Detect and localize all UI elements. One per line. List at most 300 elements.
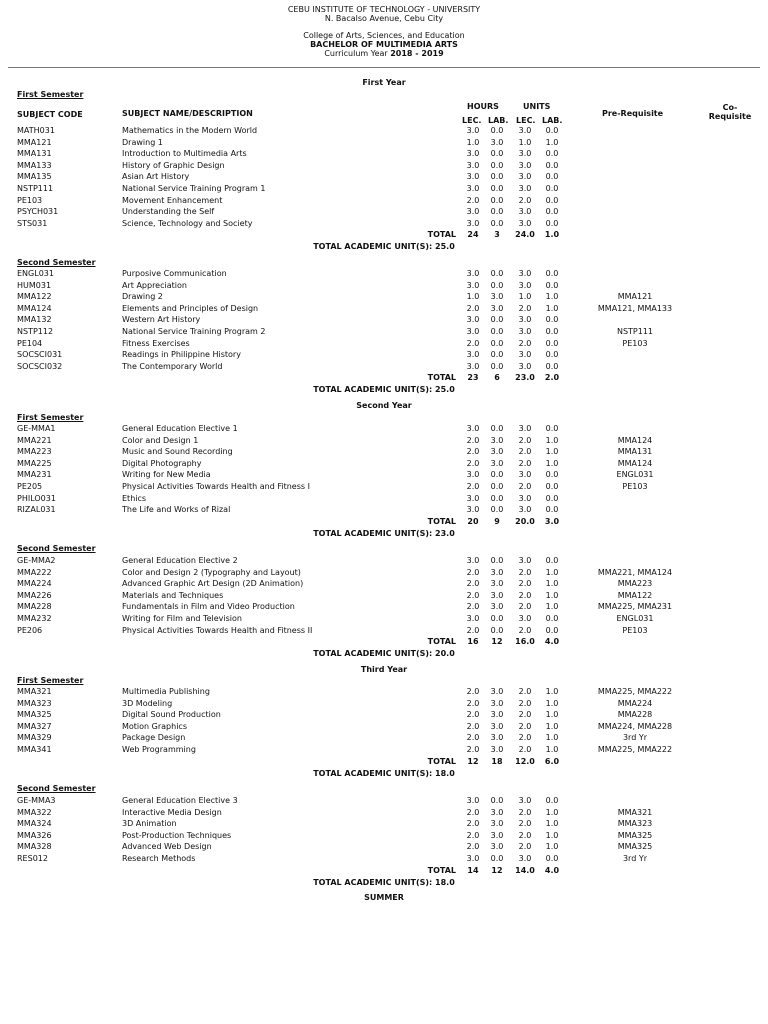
lec-units: 2.0: [518, 745, 532, 754]
lec-units: 3.0: [518, 796, 532, 805]
lec-hours: 2.0: [466, 687, 480, 696]
lec-units: 1.0: [518, 138, 532, 147]
lab-hours: 3.0: [490, 842, 504, 851]
lab-units: 1.0: [545, 745, 559, 754]
lec-units: 2.0: [518, 819, 532, 828]
lab-units: 1.0: [545, 579, 559, 588]
lab-units: 0.0: [545, 482, 559, 491]
curriculum-year-prefix: Curriculum Year: [324, 49, 391, 58]
lab-hours: 3.0: [490, 831, 504, 840]
lab-units: 1.0: [545, 808, 559, 817]
lab-hours: 0.0: [490, 126, 504, 135]
lec-units: 3.0: [518, 184, 532, 193]
total-lab-hours: 9: [494, 517, 500, 526]
lec-units: 2.0: [518, 842, 532, 851]
subject-name: Purposive Communication: [122, 269, 227, 278]
prerequisite: MMA223: [617, 579, 653, 588]
subject-code: PHILO031: [17, 494, 56, 503]
lab-hours: 0.0: [490, 350, 504, 359]
subject-code: MMA228: [17, 602, 52, 611]
lab-units: 1.0: [545, 447, 559, 456]
subject-code: MMA325: [17, 710, 52, 719]
lab-units: 0.0: [545, 494, 559, 503]
prerequisite: PE103: [622, 626, 648, 635]
lab-hours: 0.0: [490, 172, 504, 181]
subject-code: MMA224: [17, 579, 52, 588]
semester-heading: Second Semester: [17, 258, 96, 267]
lab-units: 1.0: [545, 733, 559, 742]
prerequisite: MMA225, MMA222: [597, 745, 673, 754]
lab-hours: 3.0: [490, 602, 504, 611]
lec-units: 3.0: [518, 854, 532, 863]
subject-name: Ethics: [122, 494, 147, 503]
lab-hours: 0.0: [490, 556, 504, 565]
lec-units: 3.0: [518, 161, 532, 170]
total-label: TOTAL: [427, 517, 456, 526]
lab-units: 0.0: [545, 362, 559, 371]
subject-name: Advanced Web Design: [122, 842, 212, 851]
curriculum-year: [0, 50, 768, 58]
lec-hours: 3.0: [466, 219, 480, 228]
lab-units: 1.0: [545, 591, 559, 600]
table-row: [0, 842, 768, 852]
subject-name: Readings in Philippine History: [122, 350, 241, 359]
subject-name: Interactive Media Design: [122, 808, 222, 817]
subject-code: GE-MMA1: [17, 424, 56, 433]
total-academic-units: TOTAL ACADEMIC UNIT(S): 25.0: [313, 242, 455, 251]
lec-units: 2.0: [518, 710, 532, 719]
table-row: [0, 436, 768, 446]
lec-hours: 3.0: [466, 796, 480, 805]
table-row: [0, 304, 768, 314]
lab-hours: 0.0: [490, 315, 504, 324]
lec-units: 2.0: [518, 808, 532, 817]
prerequisite: MMA122: [617, 591, 653, 600]
lab-units: 0.0: [545, 327, 559, 336]
table-row: [0, 424, 768, 434]
total-lab-hours: 12: [491, 866, 503, 875]
subject-code: PSYCH031: [17, 207, 59, 216]
col-corequisite-line1: Co-: [722, 103, 738, 112]
subject-code: MMA222: [17, 568, 52, 577]
subject-code: PE103: [17, 196, 43, 205]
total-lab-units: 3.0: [544, 517, 560, 526]
subject-name: Post-Production Techniques: [122, 831, 232, 840]
table-row: [0, 710, 768, 720]
col-corequisite-line2: Requisite: [708, 112, 752, 121]
total-label: TOTAL: [427, 373, 456, 382]
lec-hours: 3.0: [466, 269, 480, 278]
col-lec-hours: LEC.: [462, 116, 482, 125]
lab-units: 1.0: [545, 699, 559, 708]
subject-name: Music and Sound Recording: [122, 447, 233, 456]
lec-units: 2.0: [518, 196, 532, 205]
lec-hours: 3.0: [466, 494, 480, 503]
subject-code: NSTP112: [17, 327, 54, 336]
total-row: [0, 757, 768, 767]
prerequisite: MMA121, MMA133: [597, 304, 673, 313]
lec-hours: 2.0: [466, 447, 480, 456]
total-row: [0, 517, 768, 527]
table-row: [0, 161, 768, 171]
lab-units: 1.0: [545, 831, 559, 840]
lec-hours: 2.0: [466, 710, 480, 719]
lab-units: 1.0: [545, 436, 559, 445]
lec-hours: 2.0: [466, 304, 480, 313]
lab-hours: 0.0: [490, 161, 504, 170]
total-lab-units: 1.0: [544, 230, 560, 239]
subject-name: Multimedia Publishing: [122, 687, 210, 696]
lec-units: 2.0: [518, 339, 532, 348]
header-divider: [8, 67, 760, 68]
lab-hours: 3.0: [490, 436, 504, 445]
total-row: [0, 373, 768, 383]
total-lec-hours: 14: [467, 866, 479, 875]
lab-hours: 0.0: [490, 505, 504, 514]
col-lec-units: LEC.: [516, 116, 536, 125]
lab-hours: 0.0: [490, 626, 504, 635]
total-academic-units: TOTAL ACADEMIC UNIT(S): 18.0: [313, 769, 455, 778]
lab-hours: 0.0: [490, 796, 504, 805]
table-row: [0, 149, 768, 159]
lab-hours: 0.0: [490, 339, 504, 348]
year-heading: Third Year: [360, 665, 408, 674]
subject-name: 3D Animation: [122, 819, 177, 828]
table-row: [0, 733, 768, 743]
lec-units: 2.0: [518, 579, 532, 588]
subject-name: Writing for Film and Television: [122, 614, 242, 623]
table-row: [0, 339, 768, 349]
lab-units: 0.0: [545, 126, 559, 135]
table-row: [0, 269, 768, 279]
subject-name: Web Programming: [122, 745, 196, 754]
lab-hours: 3.0: [490, 722, 504, 731]
table-row: [0, 722, 768, 732]
lec-units: 2.0: [518, 687, 532, 696]
subject-name: Digital Photography: [122, 459, 202, 468]
total-lec-units: 23.0: [515, 373, 535, 382]
subject-code: MMA133: [17, 161, 52, 170]
subject-name: Mathematics in the Modern World: [122, 126, 258, 135]
total-lab-units: 4.0: [544, 866, 560, 875]
total-academic-units: TOTAL ACADEMIC UNIT(S): 20.0: [313, 649, 455, 658]
lab-units: 0.0: [545, 424, 559, 433]
year-heading: First Year: [362, 78, 406, 87]
table-row: [0, 281, 768, 291]
lec-units: 3.0: [518, 327, 532, 336]
total-label: TOTAL: [427, 230, 456, 239]
total-label: TOTAL: [427, 637, 456, 646]
lec-hours: 3.0: [466, 327, 480, 336]
prerequisite: MMA124: [617, 459, 653, 468]
subject-name: Art Appreciation: [122, 281, 187, 290]
subject-code: MMA121: [17, 138, 52, 147]
col-subject-code: SUBJECT CODE: [17, 110, 83, 119]
lec-hours: 2.0: [466, 831, 480, 840]
lec-hours: 2.0: [466, 808, 480, 817]
lec-hours: 3.0: [466, 614, 480, 623]
lec-hours: 3.0: [466, 184, 480, 193]
total-label: TOTAL: [427, 757, 456, 766]
lab-units: 1.0: [545, 459, 559, 468]
subject-code: MMA131: [17, 149, 52, 158]
lec-hours: 3.0: [466, 505, 480, 514]
total-lec-hours: 24: [467, 230, 479, 239]
lab-hours: 3.0: [490, 292, 504, 301]
lec-units: 3.0: [518, 219, 532, 228]
subject-name: Physical Activities Towards Health and Fitness I: [122, 482, 310, 491]
institution-address: N. Bacalso Avenue, Cebu City: [324, 14, 444, 23]
total-lec-hours: 23: [467, 373, 479, 382]
subject-code: GE-MMA3: [17, 796, 56, 805]
subject-name: National Service Training Program 1: [122, 184, 266, 193]
lab-hours: 0.0: [490, 196, 504, 205]
prerequisite: MMA221, MMA124: [597, 568, 673, 577]
table-row: [0, 614, 768, 624]
lab-hours: 3.0: [490, 710, 504, 719]
lab-units: 0.0: [545, 149, 559, 158]
total-lec-units: 14.0: [515, 866, 535, 875]
lab-units: 0.0: [545, 614, 559, 623]
subject-name: Drawing 1: [122, 138, 163, 147]
total-lab-hours: 18: [491, 757, 503, 766]
lec-hours: 2.0: [466, 842, 480, 851]
subject-code: SOCSCI031: [17, 350, 63, 359]
subject-code: MMA124: [17, 304, 52, 313]
subject-name: Writing for New Media: [122, 470, 211, 479]
lab-hours: 0.0: [490, 219, 504, 228]
table-row: [0, 315, 768, 325]
subject-code: HUM031: [17, 281, 52, 290]
subject-name: Color and Design 2 (Typography and Layout): [122, 568, 301, 577]
total-row: [0, 230, 768, 240]
subject-name: Package Design: [122, 733, 186, 742]
lab-hours: 3.0: [490, 819, 504, 828]
lec-units: 3.0: [518, 126, 532, 135]
lec-units: 3.0: [518, 269, 532, 278]
prerequisite: MMA225, MMA231: [597, 602, 673, 611]
subject-code: ENGL031: [17, 269, 54, 278]
lab-hours: 0.0: [490, 482, 504, 491]
lab-hours: 0.0: [490, 149, 504, 158]
subject-code: MMA226: [17, 591, 52, 600]
lec-units: 2.0: [518, 459, 532, 468]
subject-code: MMA327: [17, 722, 52, 731]
lec-hours: 3.0: [466, 556, 480, 565]
total-lec-units: 20.0: [515, 517, 535, 526]
subject-name: National Service Training Program 2: [122, 327, 266, 336]
lec-hours: 2.0: [466, 819, 480, 828]
total-lab-units: 2.0: [544, 373, 560, 382]
subject-name: Advanced Graphic Art Design (2D Animation): [122, 579, 304, 588]
prerequisite: ENGL031: [616, 614, 654, 623]
table-row: [0, 482, 768, 492]
lab-hours: 0.0: [490, 494, 504, 503]
subject-name: Fitness Exercises: [122, 339, 190, 348]
total-academic-units: TOTAL ACADEMIC UNIT(S): 23.0: [313, 529, 455, 538]
subject-name: Digital Sound Production: [122, 710, 221, 719]
total-lab-hours: 3: [494, 230, 500, 239]
lec-units: 3.0: [518, 470, 532, 479]
subject-code: MMA329: [17, 733, 52, 742]
lec-units: 2.0: [518, 699, 532, 708]
subject-code: MMA341: [17, 745, 52, 754]
lec-hours: 2.0: [466, 699, 480, 708]
subject-code: MMA326: [17, 831, 52, 840]
lab-hours: 0.0: [490, 424, 504, 433]
lec-units: 2.0: [518, 733, 532, 742]
total-lab-hours: 12: [491, 637, 503, 646]
subject-code: PE104: [17, 339, 43, 348]
table-row: [0, 831, 768, 841]
table-row: [0, 207, 768, 217]
subject-code: MMA221: [17, 436, 52, 445]
subject-name: Drawing 2: [122, 292, 163, 301]
lab-units: 0.0: [545, 161, 559, 170]
lab-hours: 0.0: [490, 470, 504, 479]
program-name: BACHELOR OF MULTIMEDIA ARTS: [310, 40, 458, 49]
subject-name: Introduction to Multimedia Arts: [122, 149, 247, 158]
lec-units: 3.0: [518, 556, 532, 565]
table-row: [0, 687, 768, 697]
lab-units: 1.0: [545, 687, 559, 696]
lec-hours: 2.0: [466, 196, 480, 205]
table-row: [0, 470, 768, 480]
subject-name: Movement Enhancement: [122, 196, 223, 205]
lab-units: 0.0: [545, 796, 559, 805]
total-row: [0, 866, 768, 876]
subject-name: General Education Elective 3: [122, 796, 238, 805]
lec-units: 3.0: [518, 149, 532, 158]
lec-units: 3.0: [518, 350, 532, 359]
lec-hours: 3.0: [466, 854, 480, 863]
subject-code: MMA122: [17, 292, 52, 301]
lec-units: 3.0: [518, 172, 532, 181]
total-lec-units: 24.0: [515, 230, 535, 239]
subject-code: MMA231: [17, 470, 52, 479]
lec-hours: 2.0: [466, 482, 480, 491]
table-row: [0, 568, 768, 578]
lab-hours: 0.0: [490, 184, 504, 193]
semester-heading: Second Semester: [17, 544, 96, 553]
table-row: [0, 626, 768, 636]
table-row: [0, 745, 768, 755]
lab-hours: 3.0: [490, 459, 504, 468]
total-lab-units: 6.0: [544, 757, 560, 766]
lab-units: 1.0: [545, 568, 559, 577]
lec-units: 3.0: [518, 614, 532, 623]
subject-name: The Contemporary World: [122, 362, 223, 371]
table-row: [0, 184, 768, 194]
prerequisite: PE103: [622, 482, 648, 491]
subject-name: The Life and Works of Rizal: [122, 505, 231, 514]
prerequisite: MMA321: [617, 808, 653, 817]
col-units: UNITS: [523, 102, 551, 111]
lec-hours: 2.0: [466, 459, 480, 468]
lec-units: 2.0: [518, 591, 532, 600]
lec-hours: 1.0: [466, 138, 480, 147]
lec-hours: 2.0: [466, 602, 480, 611]
lec-units: 3.0: [518, 362, 532, 371]
lab-hours: 0.0: [490, 362, 504, 371]
prerequisite: 3rd Yr: [622, 733, 648, 742]
subject-code: PE206: [17, 626, 43, 635]
subject-code: STS031: [17, 219, 48, 228]
lab-hours: 0.0: [490, 327, 504, 336]
lab-units: 1.0: [545, 304, 559, 313]
subject-code: SOCSCI032: [17, 362, 63, 371]
lec-hours: 2.0: [466, 745, 480, 754]
lab-units: 0.0: [545, 219, 559, 228]
table-row: [0, 362, 768, 372]
lab-hours: 3.0: [490, 745, 504, 754]
subject-code: MMA223: [17, 447, 52, 456]
lec-hours: 3.0: [466, 172, 480, 181]
lec-hours: 3.0: [466, 362, 480, 371]
subject-code: RES012: [17, 854, 48, 863]
lab-hours: 3.0: [490, 579, 504, 588]
lec-units: 2.0: [518, 831, 532, 840]
lab-hours: 3.0: [490, 591, 504, 600]
lec-hours: 3.0: [466, 161, 480, 170]
col-subject-name: SUBJECT NAME/DESCRIPTION: [122, 109, 253, 118]
col-prerequisite: Pre-Requisite: [602, 109, 664, 118]
lab-hours: 3.0: [490, 138, 504, 147]
subject-name: Motion Graphics: [122, 722, 187, 731]
lab-hours: 0.0: [490, 281, 504, 290]
table-row: [0, 819, 768, 829]
lec-hours: 2.0: [466, 626, 480, 635]
semester-heading: Second Semester: [17, 784, 96, 793]
subject-name: Elements and Principles of Design: [122, 304, 259, 313]
table-row: [0, 579, 768, 589]
table-row: [0, 505, 768, 515]
lab-units: 1.0: [545, 819, 559, 828]
lec-units: 2.0: [518, 482, 532, 491]
lab-hours: 0.0: [490, 614, 504, 623]
subject-name: General Education Elective 1: [122, 424, 238, 433]
lab-units: 1.0: [545, 710, 559, 719]
lec-hours: 3.0: [466, 149, 480, 158]
prerequisite: MMA228: [617, 710, 653, 719]
table-row: [0, 447, 768, 457]
table-row: [0, 138, 768, 148]
subject-code: MMA323: [17, 699, 52, 708]
college-name: College of Arts, Sciences, and Education: [303, 31, 465, 40]
lab-units: 1.0: [545, 602, 559, 611]
lec-hours: 2.0: [466, 591, 480, 600]
table-row: [0, 556, 768, 566]
total-lab-hours: 6: [494, 373, 500, 382]
prerequisite: NSTP111: [616, 327, 654, 336]
subject-name: Western Art History: [122, 315, 201, 324]
institution-name: CEBU INSTITUTE OF TECHNOLOGY - UNIVERSITY: [287, 5, 481, 14]
total-lec-hours: 12: [467, 757, 479, 766]
subject-code: NSTP111: [17, 184, 54, 193]
lec-units: 3.0: [518, 424, 532, 433]
subject-code: GE-MMA2: [17, 556, 56, 565]
lab-units: 1.0: [545, 138, 559, 147]
subject-name: General Education Elective 2: [122, 556, 238, 565]
subject-name: Materials and Techniques: [122, 591, 224, 600]
lec-hours: 2.0: [466, 436, 480, 445]
lab-hours: 3.0: [490, 808, 504, 817]
subject-code: MMA132: [17, 315, 52, 324]
subject-name: Fundamentals in Film and Video Production: [122, 602, 295, 611]
lab-hours: 3.0: [490, 687, 504, 696]
lec-hours: 2.0: [466, 579, 480, 588]
lab-units: 0.0: [545, 626, 559, 635]
